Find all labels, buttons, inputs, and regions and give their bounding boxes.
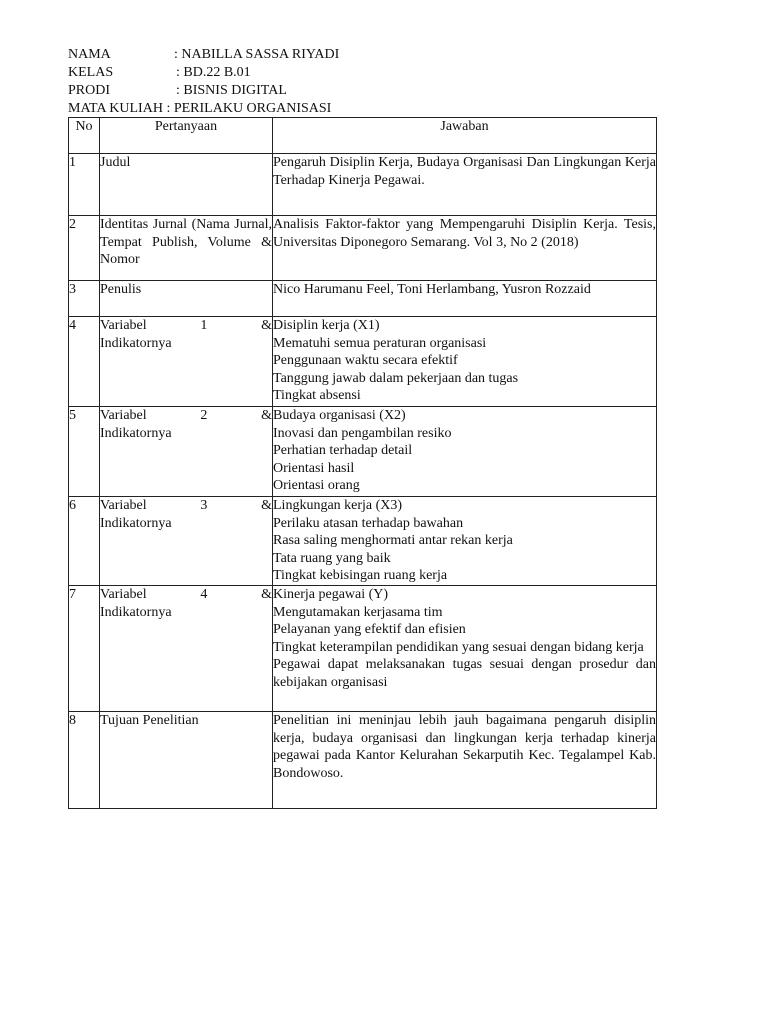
table-row <box>69 497 657 586</box>
answer-line: Nico Harumanu Feel, Toni Herlambang, Yusron Rozzaid <box>273 282 591 297</box>
row-number: 5 <box>69 407 100 497</box>
row-question <box>100 407 273 497</box>
nama-label: NAMA <box>68 47 111 62</box>
answer-line: Pengaruh Disiplin Kerja, Budaya Organisasi Dan Lingkungan Kerja Terhadap Kinerja Pegawai. <box>273 155 656 188</box>
answer-line: Rasa saling menghormati antar rekan kerja <box>273 533 513 548</box>
table-row <box>69 216 657 281</box>
question-ampersand: & <box>261 318 272 333</box>
question-number: 3 <box>200 498 208 513</box>
row-question: Penulis <box>100 281 273 317</box>
matakuliah-label: MATA KULIAH <box>68 101 163 116</box>
column-header-no: No <box>69 118 100 154</box>
answer-line: Pegawai dapat melaksanakan tugas sesuai dengan prosedur dan kebijakan organisasi <box>273 657 656 690</box>
answer-line: Perilaku atasan terhadap bawahan <box>273 515 464 531</box>
kelas-label: KELAS <box>68 65 114 80</box>
question-ampersand: & <box>261 498 272 513</box>
answer-line: Analisis Faktor-faktor yang Mempengaruhi Disiplin Kerja. Tesis, Universitas Diponegoro Semarang. Vol 3, No 2 (2018) <box>273 217 656 250</box>
row-answer <box>273 407 657 497</box>
answer-line: Disiplin kerja (X1) <box>273 318 380 333</box>
question-word: Variabel <box>100 318 147 333</box>
row-answer <box>273 317 657 407</box>
row-question: Judul <box>100 154 273 216</box>
prodi-value: : BISNIS DIGITAL <box>176 83 287 98</box>
answer-line: Mengutamakan kerjasama tim <box>273 604 443 620</box>
answer-line: Orientasi hasil <box>273 460 355 476</box>
row-answer <box>273 712 657 809</box>
matakuliah-value: : PERILAKU ORGANISASI <box>166 101 332 116</box>
answer-line: Inovasi dan pengambilan resiko <box>273 425 452 441</box>
question-number: 1 <box>200 318 208 333</box>
prodi-row <box>68 82 668 100</box>
nama-value: : NABILLA SASSA RIYADI <box>174 47 340 62</box>
table-row <box>69 407 657 497</box>
row-number: 6 <box>69 497 100 586</box>
row-answer <box>273 154 657 216</box>
nama-row <box>68 46 668 64</box>
row-number: 7 <box>69 586 100 712</box>
row-number: 8 <box>69 712 100 809</box>
answer-line: Tata ruang yang baik <box>273 550 391 566</box>
row-question <box>100 317 273 407</box>
question-ampersand: & <box>261 408 272 423</box>
question-number: 2 <box>200 408 208 423</box>
row-answer <box>273 216 657 281</box>
kelas-value: : BD.22 B.01 <box>176 65 251 80</box>
question-word: Variabel <box>100 498 147 513</box>
question-line2: Indikatornya <box>100 604 172 620</box>
answer-line: Penggunaan waktu secara efektif <box>273 353 458 368</box>
table-row <box>69 281 657 317</box>
table-row <box>69 317 657 407</box>
row-question: Identitas Jurnal (Nama Jurnal, Tempat Publish, Volume & Nomor <box>100 216 273 281</box>
question-number: 4 <box>200 587 208 602</box>
table-row <box>69 154 657 216</box>
column-header-pertanyaan: Pertanyaan <box>100 118 273 154</box>
answer-line: Tanggung jawab dalam pekerjaan dan tugas <box>273 370 519 386</box>
answer-line: Perhatian terhadap detail <box>273 443 413 458</box>
prodi-label: PRODI <box>68 83 111 98</box>
answer-line: Kinerja pegawai (Y) <box>273 587 389 602</box>
question-variable-line <box>100 497 272 515</box>
question-line2: Indikatornya <box>100 515 172 531</box>
row-question <box>100 586 273 712</box>
row-number: 3 <box>69 281 100 317</box>
question-ampersand: & <box>261 587 272 602</box>
student-info-header <box>68 46 668 118</box>
kelas-row <box>68 64 668 82</box>
answer-line: Tingkat absensi <box>273 388 361 403</box>
matakuliah-row <box>68 100 668 118</box>
row-question: Tujuan Penelitian <box>100 712 273 809</box>
answer-line: Penelitian ini meninjau lebih jauh bagaimana pengaruh disiplin kerja, budaya organisasi dan lingkungan kerja terhadap kinerja pegawai pada Kantor Kelurahan Sekarputih Kec. Tegalampel Kab. Bondowoso. <box>273 713 656 781</box>
table-row <box>69 586 657 712</box>
answer-line: Tingkat kebisingan ruang kerja <box>273 568 448 583</box>
row-answer <box>273 281 657 317</box>
row-answer <box>273 497 657 586</box>
answer-line: Orientasi orang <box>273 478 360 493</box>
question-variable-line <box>100 586 272 604</box>
question-line2: Indikatornya <box>100 425 172 441</box>
table-header-row <box>69 118 657 154</box>
row-number: 2 <box>69 216 100 281</box>
row-answer <box>273 586 657 712</box>
table-row <box>69 712 657 809</box>
question-variable-line <box>100 407 272 425</box>
question-variable-line <box>100 317 272 335</box>
question-word: Variabel <box>100 587 147 602</box>
question-word: Variabel <box>100 408 147 423</box>
question-line2: Indikatornya <box>100 335 172 351</box>
row-question <box>100 497 273 586</box>
row-number: 4 <box>69 317 100 407</box>
answer-line: Mematuhi semua peraturan organisasi <box>273 335 487 351</box>
journal-review-table <box>68 117 657 809</box>
answer-line: Tingkat keterampilan pendidikan yang sesuai dengan bidang kerja <box>273 639 644 655</box>
row-number: 1 <box>69 154 100 216</box>
answer-line: Lingkungan kerja (X3) <box>273 498 403 513</box>
answer-line: Budaya organisasi (X2) <box>273 408 406 423</box>
column-header-jawaban: Jawaban <box>273 118 657 154</box>
answer-line: Pelayanan yang efektif dan efisien <box>273 622 466 637</box>
